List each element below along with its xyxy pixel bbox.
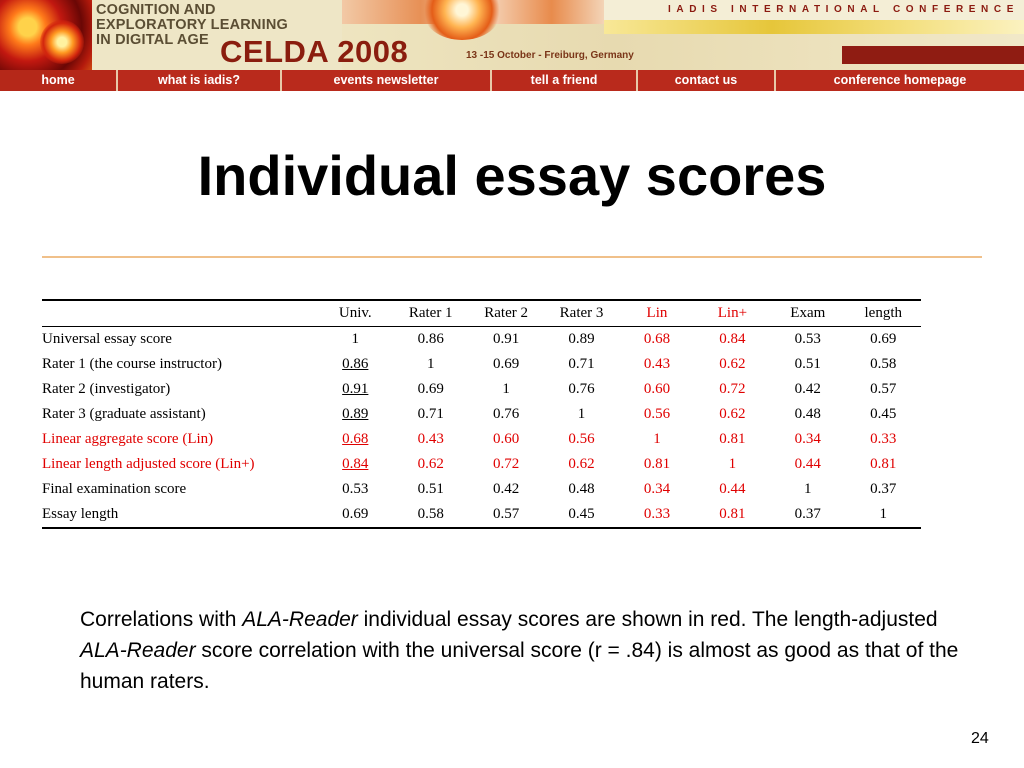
caption-italic-1: ALA-Reader [242, 608, 358, 631]
row-label: Universal essay score [42, 331, 172, 347]
nav-contact-us[interactable]: contact us [638, 70, 776, 91]
table-cell: 1 [577, 406, 586, 422]
row-label: Rater 3 (graduate assistant) [42, 406, 206, 422]
conference-banner [0, 0, 1024, 91]
column-header: Exam [790, 305, 826, 321]
conference-name: CELDA 2008 [220, 34, 409, 69]
table-row [42, 477, 921, 502]
table-cell: 0.62 [719, 356, 746, 372]
table-row [42, 427, 921, 452]
table-cell: 0.69 [417, 381, 444, 397]
table-cell: 0.56 [643, 406, 671, 422]
table-cell: 0.84 [342, 456, 369, 472]
table-header-row [42, 300, 921, 327]
table-cell: 0.69 [870, 331, 897, 347]
table-row [42, 452, 921, 477]
table-cell: 0.86 [342, 356, 369, 372]
table-cell: 0.51 [417, 481, 444, 497]
table-cell: 0.68 [342, 431, 369, 447]
table-cell: 0.68 [643, 331, 671, 347]
banner-decoration [342, 0, 604, 24]
banner-red-block [842, 46, 1024, 64]
table-cell: 0.34 [643, 481, 671, 497]
row-label: Linear length adjusted score (Lin+) [42, 456, 255, 472]
table-cell: 0.81 [719, 431, 746, 447]
table-cell: 0.84 [719, 331, 746, 347]
table-cell: 0.57 [492, 506, 520, 522]
table-cell: 0.48 [794, 406, 821, 422]
nav-home[interactable]: home [0, 70, 118, 91]
table-cell: 1 [804, 481, 812, 497]
row-label: Linear aggregate score (Lin) [42, 431, 214, 447]
table-cell: 0.34 [794, 431, 821, 447]
slide-title: Individual essay scores [197, 144, 827, 207]
row-label: Final examination score [42, 481, 187, 497]
table-cell: 0.91 [492, 331, 520, 347]
caption-italic-2: ALA-Reader [80, 639, 196, 662]
table-cell: 0.71 [568, 356, 595, 372]
table-cell: 0.53 [794, 331, 821, 347]
banner-title-line3: IN DIGITAL AGE [96, 32, 209, 48]
title-divider [42, 256, 982, 258]
table-header-blank [42, 300, 318, 327]
table-cell: 0.44 [719, 481, 746, 497]
table-cell: 0.89 [342, 406, 369, 422]
table-cell: 1 [502, 381, 510, 397]
page-number: 24 [971, 730, 989, 747]
table-cell: 0.57 [870, 381, 897, 397]
column-header: Rater 2 [484, 305, 528, 321]
table-cell: 1 [351, 331, 360, 347]
table-cell: 0.62 [719, 406, 746, 422]
conference-org-label: IADIS INTERNATIONAL CONFERENCE [668, 4, 1019, 15]
table-cell: 0.60 [492, 431, 520, 447]
table-cell: 0.44 [794, 456, 821, 472]
table-cell: 0.51 [794, 356, 821, 372]
table-cell: 0.42 [794, 381, 821, 397]
table-cell: 0.56 [568, 431, 595, 447]
table-cell: 0.48 [568, 481, 595, 497]
table-cell: 0.81 [870, 456, 897, 472]
table-cell: 1 [728, 456, 737, 472]
slide-caption [80, 604, 960, 697]
table-cell: 0.60 [643, 381, 671, 397]
column-header: Rater 3 [559, 305, 604, 321]
table-row [42, 402, 921, 427]
table-cell: 0.53 [342, 481, 369, 497]
table-cell: 0.62 [568, 456, 595, 472]
table-cell: 0.43 [643, 356, 671, 372]
table-cell: 0.86 [417, 331, 444, 347]
table-cell: 0.45 [568, 506, 595, 522]
table-cell: 1 [653, 431, 661, 447]
table-cell: 0.45 [870, 406, 897, 422]
table-cell: 0.37 [870, 481, 897, 497]
banner-title-line1: COGNITION AND [96, 2, 216, 18]
table-cell: 0.72 [719, 381, 746, 397]
nav-events-newsletter[interactable]: events newsletter [282, 70, 492, 91]
table-row [42, 327, 921, 353]
nav-conference-homepage[interactable]: conference homepage [833, 73, 967, 87]
table-cell: 0.37 [794, 506, 821, 522]
table-cell: 0.33 [643, 506, 671, 522]
table-cell: 1 [879, 506, 887, 522]
nav-what-is-iadis[interactable]: what is iadis? [118, 70, 282, 91]
table-cell: 0.81 [643, 456, 671, 472]
column-header: Univ. [338, 305, 372, 321]
table-row [42, 352, 921, 377]
row-label: Essay length [42, 506, 119, 522]
table-cell: 0.76 [568, 381, 595, 397]
nav-bar [0, 70, 1024, 91]
table-cell: 0.91 [342, 381, 369, 397]
banner-title-line2: EXPLORATORY LEARNING [96, 17, 288, 33]
essay-scores-table [42, 299, 921, 529]
table-cell: 0.89 [568, 331, 595, 347]
conference-dates: 13 -15 October - Freiburg, Germany [466, 50, 634, 61]
caption-text-1: Correlations with [80, 608, 243, 631]
table-cell: 0.81 [719, 506, 746, 522]
caption-text-3: score correlation with the universal score (r = .84) is almost as good as that of the human raters. [80, 639, 959, 693]
table-cell: 0.69 [492, 356, 520, 372]
table-row [42, 502, 921, 528]
column-header: Lin [646, 305, 668, 321]
table-cell: 0.72 [492, 456, 520, 472]
table-cell: 0.42 [492, 481, 520, 497]
table-cell: 0.58 [417, 506, 444, 522]
row-label: Rater 1 (the course instructor) [42, 356, 222, 372]
column-header: length [864, 305, 902, 321]
column-header: Rater 1 [408, 305, 453, 321]
table-cell: 0.62 [417, 456, 444, 472]
table-cell: 0.33 [870, 431, 897, 447]
caption-text-2: individual essay scores are shown in red. The length-adjusted [357, 608, 938, 631]
table-cell: 0.76 [492, 406, 520, 422]
column-header: Lin+ [717, 305, 748, 321]
table-cell: 0.71 [417, 406, 444, 422]
row-label: Rater 2 (investigator) [42, 381, 171, 397]
nav-tell-a-friend[interactable]: tell a friend [492, 70, 638, 91]
table-cell: 0.69 [342, 506, 369, 522]
table-cell: 0.58 [870, 356, 897, 372]
table-cell: 1 [426, 356, 435, 372]
table-row [42, 377, 921, 402]
table-cell: 0.43 [417, 431, 444, 447]
banner-yellow-band [604, 20, 1024, 34]
